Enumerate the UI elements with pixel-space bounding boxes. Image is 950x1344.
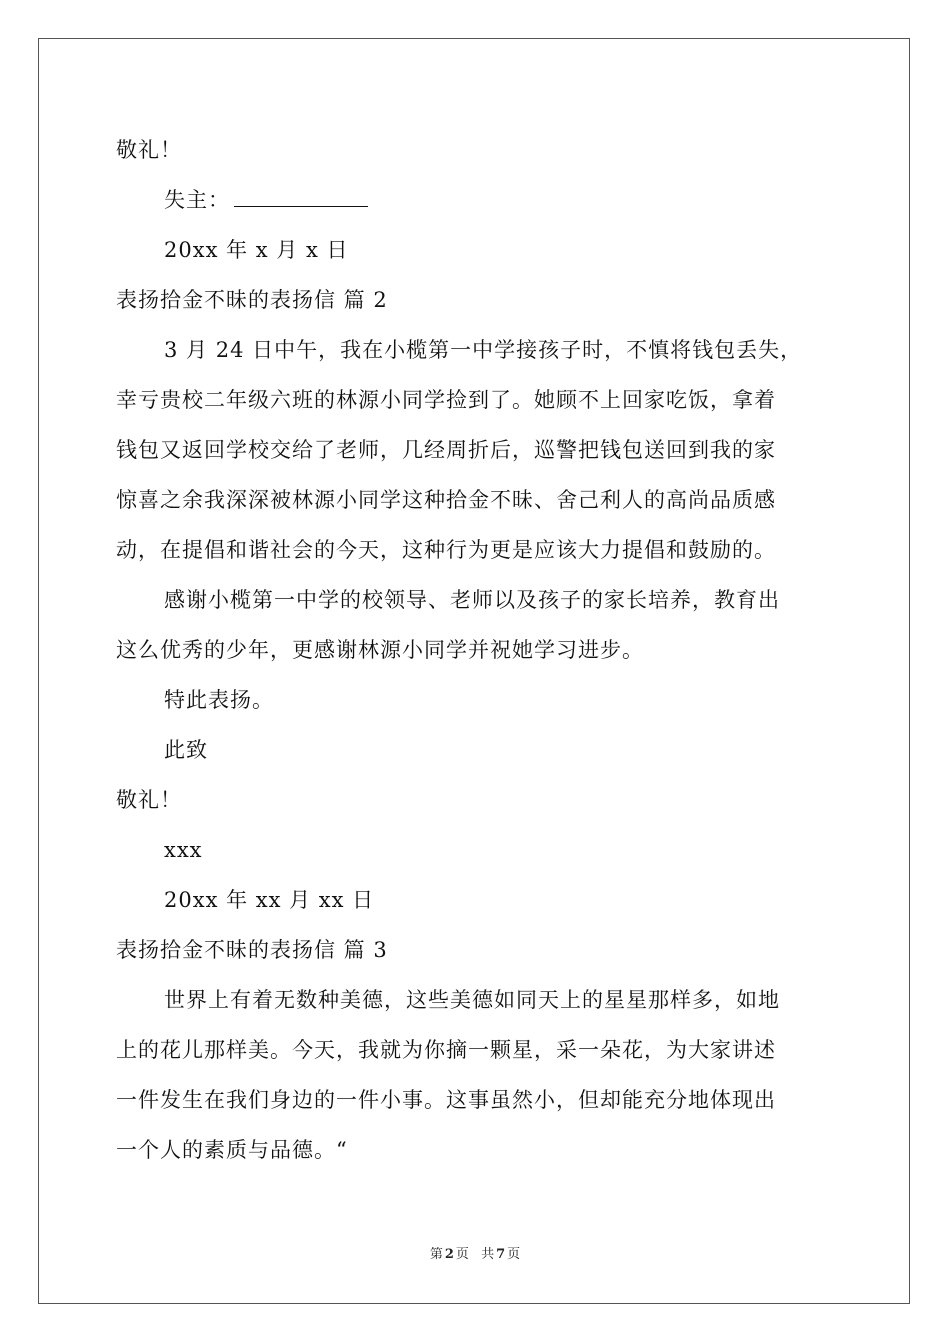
section-heading-2: 表扬拾金不昧的表扬信 篇 2 — [116, 288, 388, 312]
page-footer — [0, 1246, 950, 1264]
paragraph-line: 幸亏贵校二年级六班的林源小同学捡到了。她顾不上回家吃饭，拿着 — [116, 388, 776, 412]
paragraph-line: 上的花儿那样美。今天，我就为你摘一颗星，采一朵花，为大家讲述 — [116, 1038, 776, 1062]
regards-line: 此致 — [164, 738, 208, 762]
paragraph-line: 感谢小榄第一中学的校领导、老师以及孩子的家长培养，教育出 — [164, 588, 780, 612]
page-number: 第 2 页 — [429, 1247, 469, 1262]
paragraph-line: 惊喜之余我深深被林源小同学这种拾金不昧、舍己利人的高尚品质感 — [116, 488, 776, 512]
paragraph-line: 一件发生在我们身边的一件小事。这事虽然小，但却能充分地体现出 — [116, 1088, 776, 1112]
paragraph-line: 这么优秀的少年，更感谢林源小同学并祝她学习进步。 — [116, 638, 644, 662]
date-line: 20xx 年 x 月 x 日 — [164, 238, 349, 262]
owner-blank — [234, 186, 368, 207]
commendation-line: 特此表扬。 — [164, 688, 274, 712]
paragraph-line: 世界上有着无数种美德，这些美德如同天上的星星那样多，如地 — [164, 988, 780, 1012]
page-border — [38, 38, 910, 1304]
closing-salute: 敬礼！ — [116, 788, 182, 812]
paragraph-line: 动，在提倡和谐社会的今天，这种行为更是应该大力提倡和鼓励的。 — [116, 538, 776, 562]
page-total: 共 7 页 — [481, 1247, 521, 1262]
date-line: 20xx 年 xx 月 xx 日 — [164, 888, 375, 912]
section-heading-3: 表扬拾金不昧的表扬信 篇 3 — [116, 938, 388, 962]
signature-line: xxx — [164, 838, 203, 862]
paragraph-line: 钱包又返回学校交给了老师，几经周折后，巡警把钱包送回到我的家 — [116, 438, 776, 462]
owner-signature-line — [164, 186, 368, 214]
closing-salute: 敬礼！ — [116, 138, 182, 162]
owner-label: 失主： — [164, 188, 230, 212]
paragraph-line: 一个人的素质与品德。“ — [116, 1138, 348, 1162]
paragraph-line: 3 月 24 日中午，我在小榄第一中学接孩子时，不慎将钱包丢失， — [164, 338, 803, 362]
